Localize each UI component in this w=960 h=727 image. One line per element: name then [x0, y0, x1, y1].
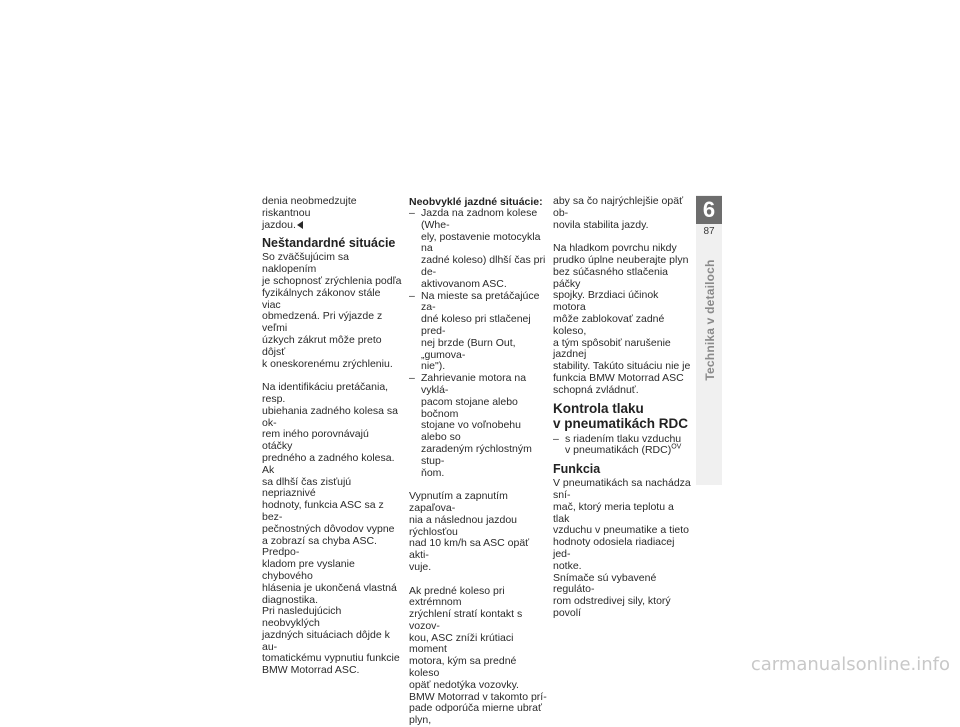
paragraph-lean-angle: So zväčšujúcim sa naklopením je schopnosť zrýchlenia podľa fyzikálnych zákonov stále viac obmedzená. Pri výjazde z veľmi úzkych zákrut môže preto dôjsť k oneskorenému zrýchleniu.	[262, 252, 402, 370]
column-3	[553, 196, 691, 620]
paragraph-identification: Na identifikáciu pretáčania, resp. ubiehania zadného kolesa sa ok- rem iného porovnávajú otáčky predného a zadného kolesa. Ak sa dlhší čas zisťujú nepriaznivé hodnoty, funkcia ASC sa z bez- pečnostných dôvodov vypne a zobrazí sa chyba ASC. Predpo- kladom pre vyslanie chybového hlásenia je ukončená vlastná diagnostika. Pri nasledujúcich neobvyklých jazdných situáciach dôjde k au- tomatickému vypnutiu funkcie BMW Motorrad ASC.	[262, 382, 402, 677]
heading-function: Funkcia	[553, 462, 691, 476]
column-1	[262, 196, 402, 677]
list-item: – s riadením tlaku vzduchu v pneumatikách (RDC)$^{OV}$	[553, 434, 691, 458]
paragraph-intro: denia neobmedzujte riskantnou jazdou.	[262, 196, 402, 231]
page-number: 87	[696, 226, 722, 237]
list-item: – Na mieste sa pretáčajúce za- dné koleso pri stlačenej pred- nej brzde (Burn Out, „gumova- nie").	[409, 291, 547, 374]
paragraph-front-wheel-lift: Ak predné koleso pri extrémnom zrýchlení stratí kontakt s vozov- kou, ASC zníži krútiaci moment motora, kým sa predné koleso opäť nedotýka vozovky. BMW Motorrad v takomto prí- pade odporúča mierne ubrať plyn,	[409, 586, 547, 727]
section-title-vertical: Technika v detailoch	[702, 250, 718, 390]
heading-nonstandard-situations: Neštandardné situácie	[262, 236, 402, 250]
paragraph-stability: aby sa čo najrýchlejšie opäť ob- novila stabilita jazdy.	[553, 196, 691, 231]
list-item: – Jazda na zadnom kolese (Whe- ely, postavenie motocykla na zadné koleso) dlhší čas pri de- aktivovanom ASC.	[409, 208, 547, 291]
end-of-section-icon	[297, 221, 303, 229]
unusual-situations-list	[409, 208, 547, 479]
heading-unusual-situations: Neobvyklé jazdné situácie:	[409, 196, 547, 208]
list-item: – Zahrievanie motora na vyklá- pacom stojane alebo bočnom stojane vo voľnobehu alebo so zaradeným rýchlostným stup- ňom.	[409, 373, 547, 479]
paragraph-smooth-surface: Na hladkom povrchu nikdy prudko úplne neuberajte plyn bez súčasného stlačenia páčky spojky. Brzdiaci účinok motora môže zablokovať zadné koleso, a tým spôsobiť narušenie jazdnej stability. Takúto situáciu nie je funkcia BMW Motorrad ASC schopná zvládnuť.	[553, 243, 691, 396]
heading-rdc: Kontrola tlaku v pneumatikách RDC	[553, 401, 691, 431]
watermark: carmanualsonline.info	[751, 654, 950, 675]
option-superscript: OV	[671, 444, 681, 451]
paragraph-sensor: V pneumatikách sa nachádza sní- mač, ktorý meria teplotu a tlak vzduchu v pneumatike a tieto hodnoty odosiela riadiacej jed- notke. Snímače sú vybavené reguláto- rom odstredivej sily, ktorý povolí	[553, 478, 691, 620]
paragraph-reactivation: Vypnutím a zapnutím zapaľova- nia a následnou jazdou rýchlosťou nad 10 km/h sa ASC opäť akti- vuje.	[409, 491, 547, 574]
rdc-option-list	[553, 434, 691, 458]
chapter-number: 6	[696, 196, 722, 224]
column-2	[409, 196, 547, 727]
